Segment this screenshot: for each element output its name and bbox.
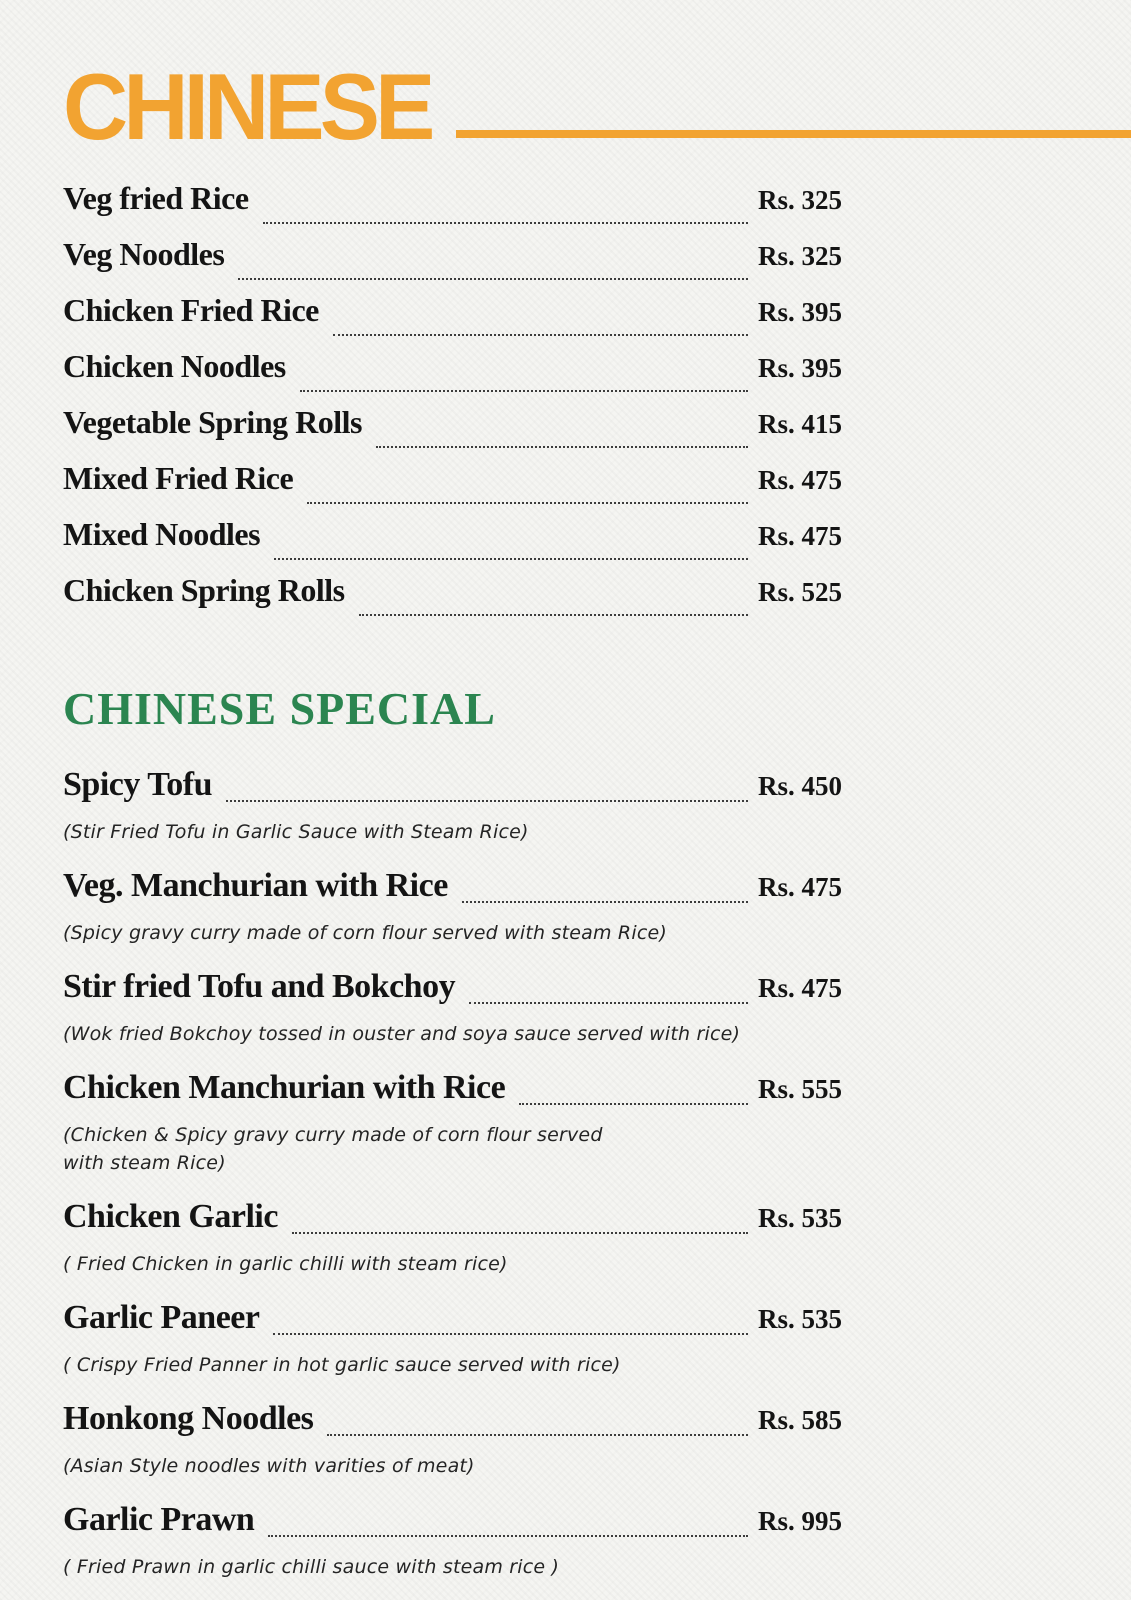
- dotted-leader: [333, 332, 748, 336]
- menu-item-row: [63, 766, 842, 814]
- special-item: [63, 1501, 842, 1581]
- special-item: [63, 1069, 842, 1177]
- chinese-items-section: [63, 180, 842, 628]
- special-item: [63, 867, 842, 947]
- menu-item-row: [63, 1299, 842, 1347]
- item-description: (Chicken & Spicy gravy curry made of corn flour served with steam Rice): [63, 1124, 603, 1174]
- special-item: [63, 1400, 842, 1480]
- special-item: [63, 1198, 842, 1278]
- menu-item-row: [63, 516, 842, 572]
- item-description: (Asian Style noodles with varities of meat): [63, 1455, 475, 1477]
- item-description: ( Fried Chicken in garlic chilli with steam rice): [63, 1253, 508, 1275]
- dotted-leader: [469, 1000, 748, 1004]
- item-name: Chicken Manchurian with Rice: [63, 1069, 506, 1106]
- dotted-leader: [263, 220, 748, 224]
- item-price: Rs. 415: [757, 409, 842, 439]
- dotted-leader: [226, 798, 748, 802]
- item-name: Chicken Noodles: [63, 348, 286, 384]
- item-price: Rs. 475: [757, 521, 842, 551]
- item-name: Mixed Noodles: [63, 516, 261, 552]
- item-name: Mixed Fried Rice: [63, 460, 294, 496]
- item-name: Veg Noodles: [63, 236, 225, 272]
- item-description: ( Fried Prawn in garlic chilli sauce with steam rice ): [63, 1556, 560, 1578]
- menu-item-row: [63, 292, 842, 348]
- item-name: Stir fried Tofu and Bokchoy: [63, 968, 456, 1005]
- item-price: Rs. 475: [757, 973, 842, 1003]
- menu-item-row: [63, 968, 842, 1016]
- special-item: [63, 1299, 842, 1379]
- dotted-leader: [519, 1101, 748, 1105]
- menu-item-row: [63, 180, 842, 236]
- item-name: Garlic Prawn: [63, 1501, 255, 1538]
- special-item: [63, 766, 842, 846]
- item-price: Rs. 535: [757, 1203, 842, 1233]
- menu-item-row: [63, 460, 842, 516]
- item-name: Garlic Paneer: [63, 1299, 260, 1336]
- item-name: Veg fried Rice: [63, 180, 249, 216]
- item-price: Rs. 585: [757, 1405, 842, 1435]
- dotted-leader: [376, 444, 748, 448]
- item-description: ( Crispy Fried Panner in hot garlic sauce served with rice): [63, 1354, 621, 1376]
- menu-item-row: [63, 1400, 842, 1448]
- item-name: Spicy Tofu: [63, 766, 213, 803]
- item-description: (Stir Fried Tofu in Garlic Sauce with Steam Rice): [63, 821, 529, 843]
- item-price: Rs. 325: [757, 185, 842, 215]
- item-name: Chicken Fried Rice: [63, 292, 319, 328]
- dotted-leader: [307, 500, 748, 504]
- page-header: [63, 54, 1131, 160]
- dotted-leader: [273, 1331, 748, 1335]
- menu-item-row: [63, 572, 842, 628]
- item-price: Rs. 450: [757, 771, 842, 801]
- menu-item-row: [63, 348, 842, 404]
- item-price: Rs. 535: [757, 1304, 842, 1334]
- menu-item-row: [63, 1501, 842, 1549]
- dotted-leader: [300, 388, 748, 392]
- chinese-special-section: [63, 766, 842, 1581]
- item-price: Rs. 555: [757, 1074, 842, 1104]
- item-name: Vegetable Spring Rolls: [63, 404, 362, 440]
- item-name: Honkong Noodles: [63, 1400, 314, 1437]
- dotted-leader: [462, 899, 748, 903]
- item-price: Rs. 325: [757, 241, 842, 271]
- dotted-leader: [238, 276, 748, 280]
- item-name: Veg. Manchurian with Rice: [63, 867, 448, 904]
- menu-item-row: [63, 404, 842, 460]
- item-price: Rs. 475: [757, 872, 842, 902]
- menu-item-row: [63, 236, 842, 292]
- item-description: (Spicy gravy curry made of corn flour served with steam Rice): [63, 922, 667, 944]
- dotted-leader: [292, 1230, 748, 1234]
- item-name: Chicken Garlic: [63, 1198, 278, 1235]
- item-price: Rs. 395: [757, 353, 842, 383]
- item-name: Chicken Spring Rolls: [63, 572, 345, 608]
- dotted-leader: [327, 1432, 748, 1436]
- item-price: Rs. 525: [757, 577, 842, 607]
- header-underline: [456, 130, 1131, 138]
- dotted-leader: [274, 556, 748, 560]
- special-item: [63, 968, 842, 1048]
- menu-item-row: [63, 867, 842, 915]
- item-price: Rs. 475: [757, 465, 842, 495]
- menu-item-row: [63, 1198, 842, 1246]
- dotted-leader: [359, 612, 748, 616]
- dotted-leader: [268, 1533, 748, 1537]
- special-section-title: CHINESE SPECIAL: [63, 683, 496, 734]
- menu-item-row: [63, 1069, 842, 1117]
- item-price: Rs. 395: [757, 297, 842, 327]
- item-description: (Wok fried Bokchoy tossed in ouster and soya sauce served with rice): [63, 1023, 741, 1045]
- item-price: Rs. 995: [757, 1506, 842, 1536]
- page-title: CHINESE: [63, 54, 431, 160]
